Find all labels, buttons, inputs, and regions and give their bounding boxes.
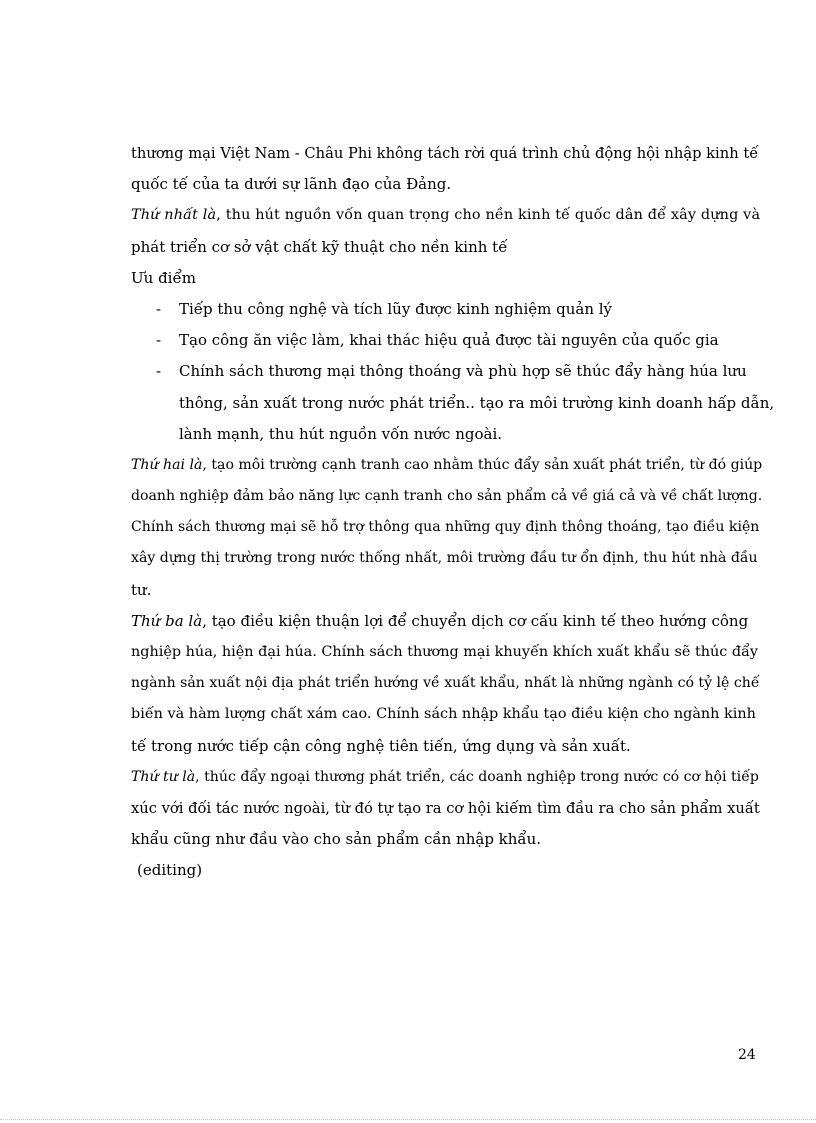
- text-line: [131, 824, 768, 855]
- list-item: [131, 325, 768, 356]
- text-line: [131, 138, 768, 169]
- text-line: [131, 450, 768, 481]
- p2-line-2: phát triển cơ sở vật chất kỹ thuật cho nền kinh tế: [131, 237, 508, 256]
- bullet-line: thông, sản xuất trong nước phát triển.. tạo ra môi trường kinh doanh hấp dẫn,: [179, 393, 775, 412]
- text-line: [131, 481, 768, 512]
- bullet-dash: -: [156, 331, 162, 350]
- bullet-dash: -: [156, 362, 162, 381]
- text-line: [131, 543, 768, 574]
- p5-line-3: khẩu cũng như đầu vào cho sản phẩm cần nhập khẩu.: [131, 830, 542, 849]
- text-line: [131, 699, 768, 730]
- text-line: [131, 263, 768, 294]
- p3-line-3: Chính sách thương mại sẽ hỗ trợ thông qua những quy định thông thoáng, tạo điều kiện: [131, 519, 760, 536]
- body-text: [131, 138, 775, 887]
- p3-line-5: tư.: [131, 580, 152, 599]
- bullet-line: Tiếp thu công nghệ và tích lũy được kinh nghiệm quản lý: [179, 299, 613, 318]
- text-line: [131, 169, 768, 200]
- p4-line-3: ngành sản xuất nội địa phát triển hướng về xuất khẩu, nhất là những ngành có tỷ lệ chế: [131, 675, 760, 692]
- text-line: [131, 731, 768, 762]
- bullet-line: Chính sách thương mại thông thoáng và phù hợp sẽ thúc đẩy hàng húa lưu: [179, 362, 747, 381]
- p3-line-2: doanh nghiệp đảm bảo năng lực cạnh tranh cho sản phẩm cả về giá cả và về chất lượng.: [131, 488, 763, 505]
- p4-line-5: tế trong nước tiếp cận công nghệ tiên tiến, ứng dụng và sản xuất.: [131, 736, 631, 755]
- text-line: [131, 200, 768, 231]
- bullet-dash: -: [156, 299, 162, 318]
- p4-line-4: biến và hàm lượng chất xám cao. Chính sách nhập khẩu tạo điều kiện cho ngành kinh: [131, 706, 756, 723]
- editing-note: (editing): [137, 861, 203, 880]
- p5-line-2: xúc với đối tác nước ngoài, từ đó tự tạo ra cơ hội kiếm tìm đầu ra cho sản phẩm xuất: [131, 799, 760, 817]
- p3-lead: Thứ hai là: [131, 456, 203, 473]
- text-line: [131, 793, 768, 824]
- p1-line-1: thương mại Việt Nam - Châu Phi không tách rời quá trình chủ động hội nhập kinh tế: [131, 145, 759, 162]
- text-line: [131, 575, 768, 606]
- text-line: [131, 855, 768, 886]
- list-item: [131, 294, 768, 325]
- p2-line-1: , thu hút nguồn vốn quan trọng cho nền kinh tế quốc dân để xây dựng và: [216, 207, 761, 224]
- list-item: [131, 356, 775, 450]
- bullet-line: lành mạnh, thu hút nguồn vốn nước ngoài.: [179, 424, 503, 443]
- text-line: [131, 762, 768, 793]
- p5-line-1: , thúc đẩy ngoại thương phát triển, các doanh nghiệp trong nước có cơ hội tiếp: [195, 768, 759, 785]
- p5-lead: Thứ tư là: [131, 768, 196, 785]
- bullet-line: Tạo công ăn việc làm, khai thác hiệu quả được tài nguyên của quốc gia: [179, 331, 719, 350]
- p4-line-2: nghiệp húa, hiện đại húa. Chính sách thương mại khuyến khích xuất khẩu sẽ thúc đẩy: [131, 644, 759, 661]
- text-line: [131, 512, 768, 543]
- page-number: 24: [738, 1047, 756, 1063]
- p3-line-4: xây dựng thị trường trong nước thống nhất, môi trường đầu tư ổn định, thu hút nhà đầu: [131, 550, 758, 567]
- p4-lead: Thứ ba là: [131, 611, 203, 630]
- p4-line-1: , tạo điều kiện thuận lợi để chuyển dịch cơ cấu kinh tế theo hướng công: [202, 611, 749, 630]
- text-line: [131, 606, 768, 637]
- p1-line-2: quốc tế của ta dưới sự lãnh đạo của Đảng.: [131, 175, 452, 194]
- text-line: [131, 232, 768, 263]
- p2-lead: Thứ nhất là: [131, 207, 217, 224]
- p3-line-1: , tạo môi trường cạnh tranh cao nhằm thúc đẩy sản xuất phát triển, từ đó giúp: [202, 456, 763, 473]
- advantages-heading: Ưu điểm: [131, 268, 196, 287]
- text-line: [131, 668, 768, 699]
- page-bottom-border: [0, 1119, 816, 1120]
- text-line: [131, 637, 768, 668]
